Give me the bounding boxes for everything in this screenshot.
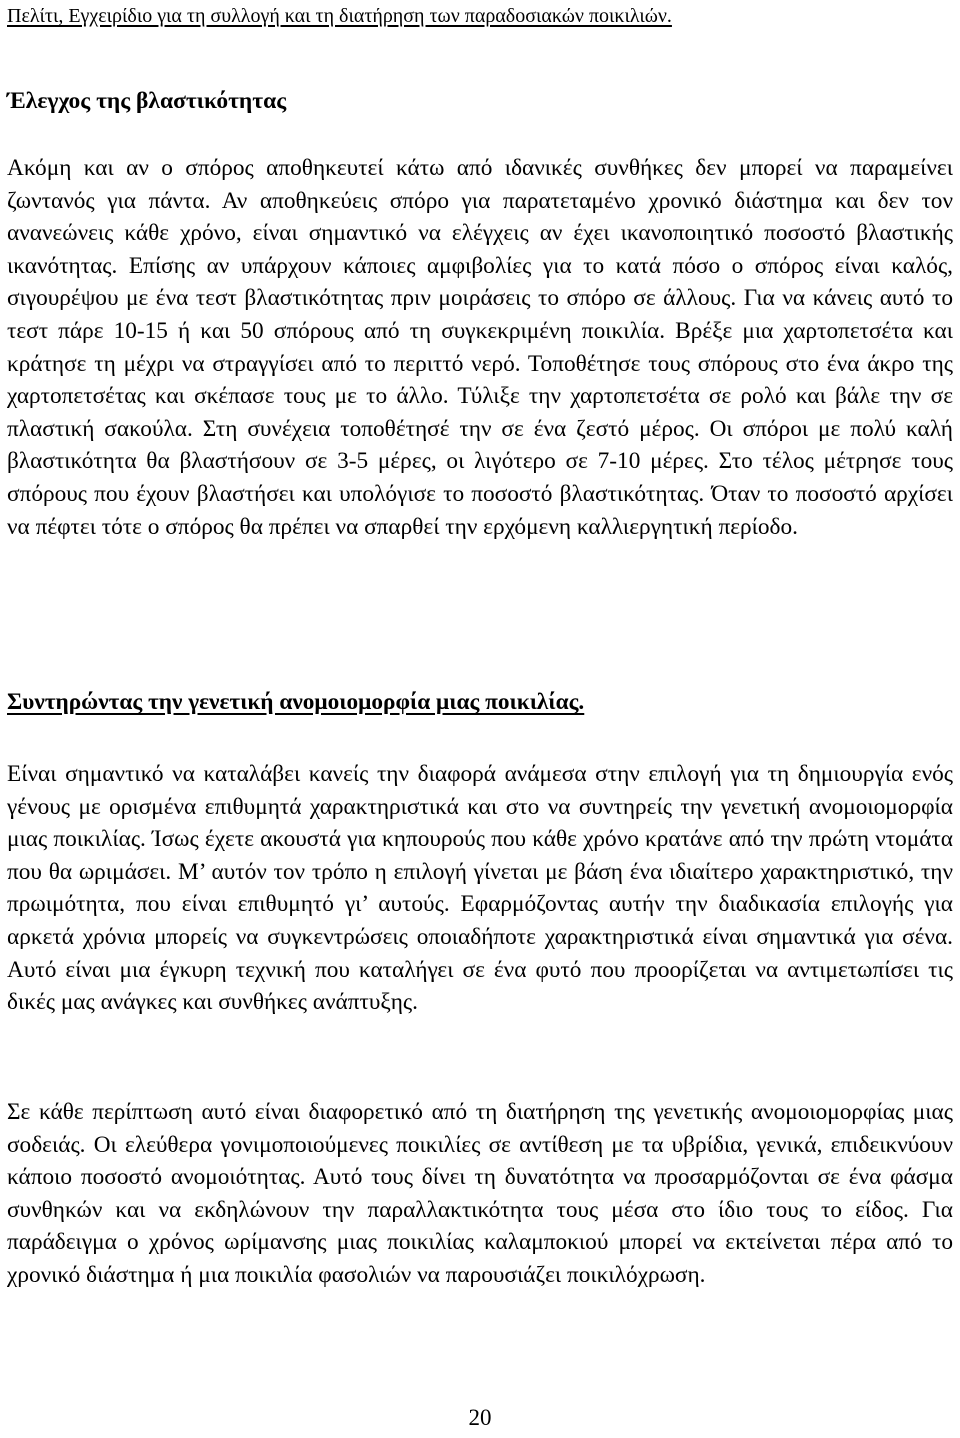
paragraph-genetic-diversity-1: Είναι σημαντικό να καταλάβει κανείς την διαφορά ανάμεσα στην επιλογή για τη δημιουργία ενός γένους με ορισμένα επιθυμητά χαρακτηριστικά και στο να συντηρείς την γενετική ανομοιομορφία μιας ποικιλίας. Ίσως έχετε ακουστά για κηπουρούς που κάθε χρόνο κρατάνε από την πρώτη ντομάτα που θα ωριμάσει. Μ’ αυτόν τον τρόπο η επιλογή γίνεται με βάση ένα ιδιαίτερο χαρακτηριστικό, την πρωιμότητα, που είναι επιθυμητό γι’ αυτούς. Εφαρμόζοντας αυτήν την διαδικασία επιλογής για αρκετά χρόνια μπορείς να συγκεντρώσεις οποιαδήποτε χαρακτηριστικά είναι σημαντικά για σένα. Αυτό είναι μια έγκυρη τεχνική που καταλήγει σε ένα φυτό που προορίζεται να αντιμετωπίσει τις δικές μας ανάγκες και συνθήκες ανάπτυξης. [7, 761, 953, 1016]
paragraph-genetic-diversity-2: Σε κάθε περίπτωση αυτό είναι διαφορετικό από τη διατήρηση της γενετικής ανομοιομορφίας μιας σοδειάς. Οι ελεύθερα γονιμοποιούμενες ποικιλίες σε αντίθεση με τα υβρίδια, γενικά, επιδεικνύουν κάποιο ποσοστό ανομοιότητας. Αυτό τους δίνει τη δυνατότητα να προσαρμόζονται σε ένα φάσμα συνθηκών και να εκδηλώνουν την παραλλακτικότητα τους μέσα στο ίδιο τους το είδος. Για παράδειγμα ο χρόνος ωρίμανσης μιας ποικιλίας καλαμποκιού μπορεί να εκτείνεται πέρα από το χρονικό διάστημα ή μια ποικιλία φασολιών να παρουσιάζει ποικιλόχρωση. [7, 1099, 953, 1288]
paragraph-germination: Ακόμη και αν ο σπόρος αποθηκευτεί κάτω από ιδανικές συνθήκες δεν μπορεί να παραμείνει ζωντανός για πάντα. Αν αποθηκεύεις σπόρο για παρατεταμένο χρονικό διάστημα και δεν τον ανανεώνεις κάθε χρόνο, είναι σημαντικό να ελέγχεις αν έχει ικανοποιητικό ποσοστό βλαστικής ικανότητας. Επίσης αν υπάρχουν κάποιες αμφιβολίες για το κατά πόσο ο σπόρος είναι καλός, σιγουρέψου με ένα τεστ βλαστικότητας πριν μοιράσεις το σπόρο σε άλλους. Για να κάνεις αυτό το τεστ πάρε 10-15 ή και 50 σπόρους από τη συγκεκριμένη ποικιλία. Βρέξε μια χαρτοπετσέτα και κράτησε τη μέχρι να στραγγίσει από το περιττό νερό. Τοποθέτησε τους σπόρους στο ένα άκρο της χαρτοπετσέτας και σκέπασε τους με το άλλο. Τύλιξε την χαρτοπετσέτα σε ρολό και βάλε την σε πλαστική σακούλα. Στη συνέχεια τοποθέτησέ την σε ένα ζεστό μέρος. Οι σπόροι με πολύ καλή βλαστικότητα θα βλαστήσουν σε 3-5 μέρες, οι λιγότερο σε 7-10 μέρες. Στο τέλος μέτρησε τους σπόρους που έχουν βλαστήσει και υπολόγισε το ποσοστό βλαστικότητας. Όταν το ποσοστό αρχίσει να πέφτει τότε ο σπόρος θα πρέπει να σπαρθεί την ερχόμενη καλλιεργητική περίοδο. [7, 155, 953, 540]
section-title-germination: Έλεγχος της βλαστικότητας [7, 88, 287, 114]
section-title-genetic-diversity: Συντηρώντας την γενετική ανομοιομορφία μιας ποικιλίας. [7, 689, 585, 715]
page-number: 20 [468, 1405, 492, 1430]
running-header: Πελίτι, Εγχειρίδιο για τη συλλογή και τη διατήρηση των παραδοσιακών ποικιλιών. [7, 5, 672, 27]
